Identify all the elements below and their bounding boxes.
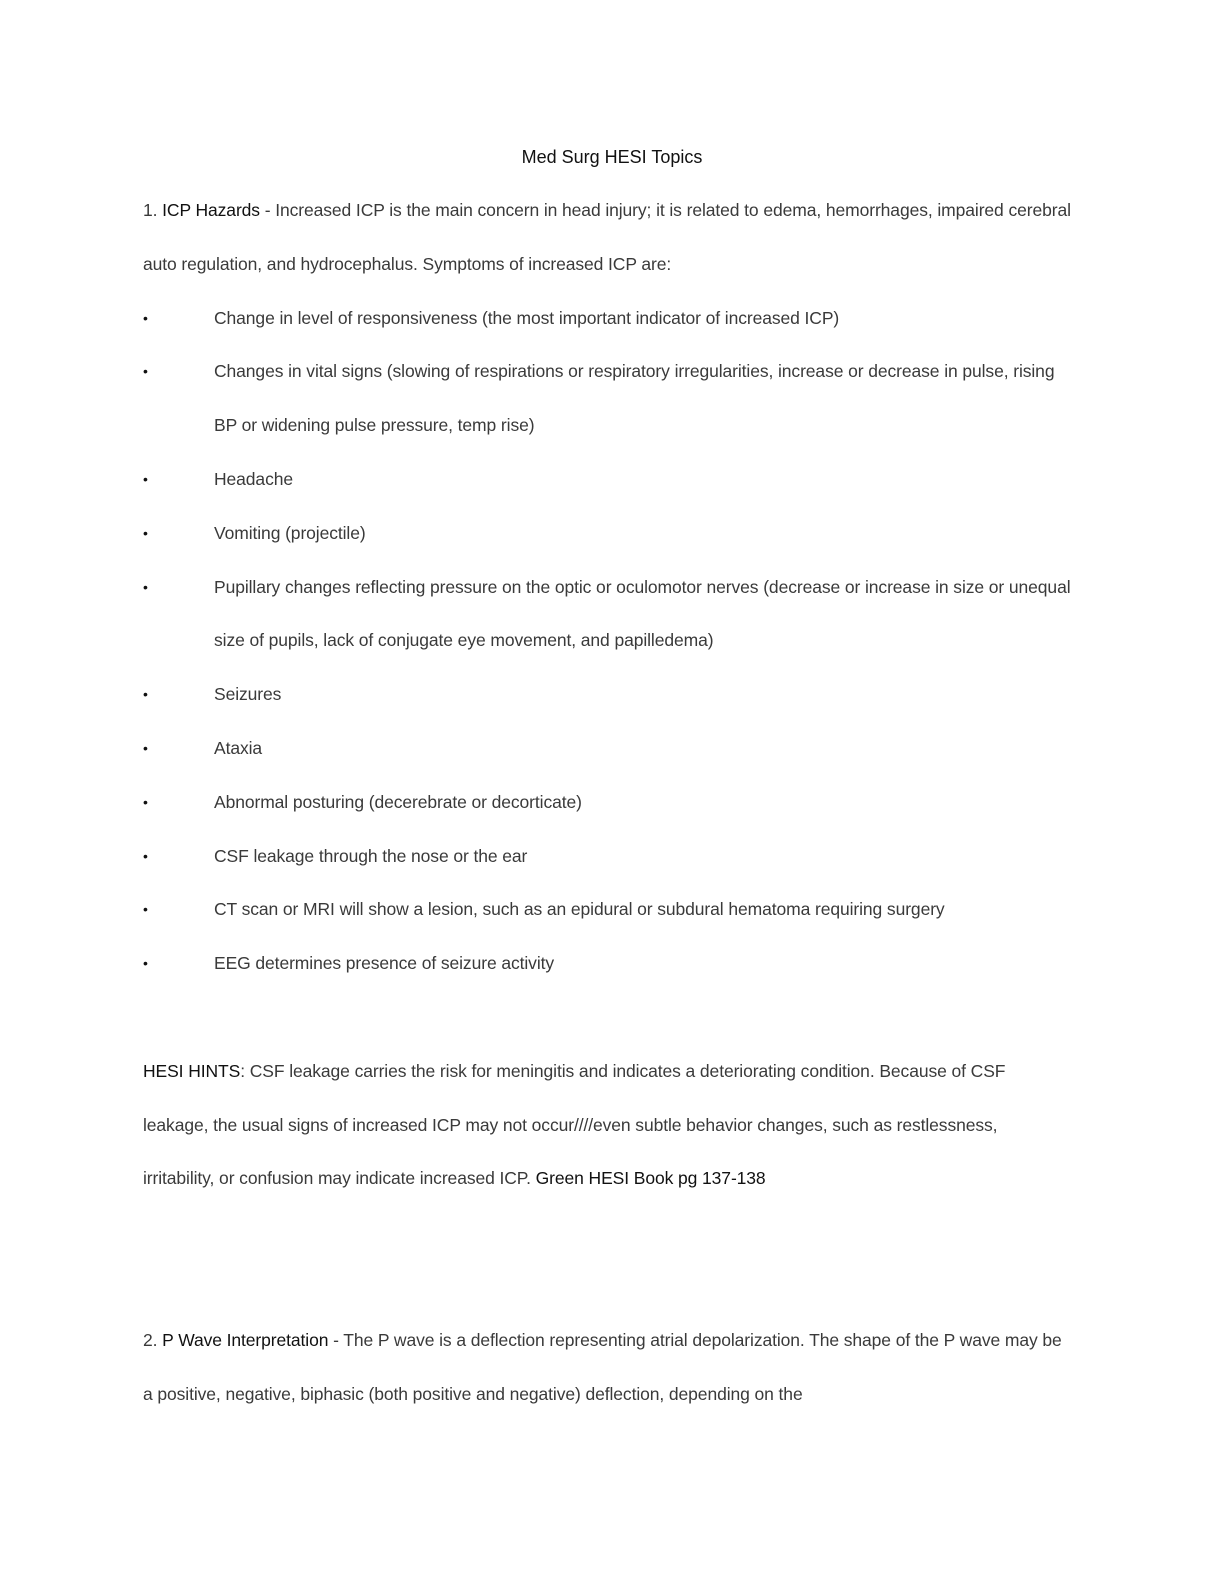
bullet-icon: • bbox=[143, 578, 148, 595]
section-1-text: - Increased ICP is the main concern in head injury; it is related to edema, hemorrhages, impaired cerebral auto regulation, and hydrocephalus. Symptoms of increased ICP are: bbox=[143, 200, 1071, 274]
list-item bbox=[143, 937, 1073, 991]
list-item-text: CT scan or MRI will show a lesion, such as an epidural or subdural hematoma requiring surgery bbox=[214, 899, 945, 920]
bullet-icon: • bbox=[143, 901, 148, 918]
bullet-icon: • bbox=[143, 524, 148, 541]
list-item bbox=[143, 507, 1073, 561]
section-2-heading: P Wave Interpretation bbox=[162, 1329, 329, 1350]
bullet-icon: • bbox=[143, 955, 148, 972]
list-item-text: Change in level of responsiveness (the most important indicator of increased ICP) bbox=[214, 307, 840, 328]
section-1-number: 1. bbox=[143, 200, 163, 220]
bullet-icon: • bbox=[143, 363, 148, 380]
bullet-icon: • bbox=[143, 309, 148, 326]
hesi-hints-reference: Green HESI Book pg 137-138 bbox=[535, 1168, 766, 1189]
section-2-number: 2. bbox=[143, 1329, 163, 1350]
list-item-text: Abnormal posturing (decerebrate or decorticate) bbox=[214, 791, 582, 812]
list-item-text: Headache bbox=[214, 468, 293, 489]
list-item-text: EEG determines presence of seizure activity bbox=[214, 953, 555, 974]
blank-lines bbox=[143, 1206, 1073, 1314]
bullet-icon: • bbox=[143, 847, 148, 864]
hesi-hints-paragraph bbox=[143, 1045, 1073, 1206]
section-2-paragraph bbox=[143, 1314, 1073, 1422]
symptoms-list bbox=[143, 292, 1073, 991]
list-item-text: Changes in vital signs (slowing of respirations or respiratory irregularities, increase or decrease in pulse, rising BP or widening pulse pressure, temp rise) bbox=[214, 361, 1055, 436]
list-item bbox=[143, 883, 1073, 937]
list-item-text: Ataxia bbox=[214, 737, 263, 758]
list-item bbox=[143, 830, 1073, 884]
section-1-paragraph bbox=[143, 184, 1073, 292]
hesi-hints-text: : CSF leakage carries the risk for meningitis and indicates a deteriorating condition. Because of CSF leakage, the usual signs of increased ICP may not occur////even subtle behavior changes, such as restlessness, irritability, or confusion may indicate increased ICP. bbox=[143, 1060, 1006, 1189]
list-item bbox=[143, 561, 1073, 669]
hesi-hints-label: HESI HINTS bbox=[143, 1060, 241, 1081]
list-item-text: Vomiting (projectile) bbox=[214, 522, 366, 543]
section-2-text: - The P wave is a deflection representing atrial depolarization. The shape of the P wave may be a positive, negative, biphasic (both positive and negative) deflection, depending on the bbox=[143, 1329, 1062, 1404]
section-1-heading: ICP Hazards bbox=[162, 200, 260, 220]
blank-line bbox=[143, 991, 1073, 1045]
document-title: Med Surg HESI Topics bbox=[521, 147, 703, 167]
list-item bbox=[143, 668, 1073, 722]
bullet-icon: • bbox=[143, 686, 148, 703]
list-item-text: Seizures bbox=[214, 684, 282, 705]
bullet-icon: • bbox=[143, 470, 148, 487]
list-item bbox=[143, 345, 1073, 453]
bullet-icon: • bbox=[143, 739, 148, 756]
bullet-icon: • bbox=[143, 793, 148, 810]
document-page bbox=[143, 130, 1073, 1421]
list-item bbox=[143, 722, 1073, 776]
list-item-text: CSF leakage through the nose or the ear bbox=[214, 845, 528, 866]
list-item bbox=[143, 292, 1073, 346]
list-item bbox=[143, 776, 1073, 830]
list-item-text: Pupillary changes reflecting pressure on the optic or oculomotor nerves (decrease or increase in size or unequal size of pupils, lack of conjugate eye movement, and papilledema) bbox=[214, 576, 1071, 651]
list-item bbox=[143, 453, 1073, 507]
